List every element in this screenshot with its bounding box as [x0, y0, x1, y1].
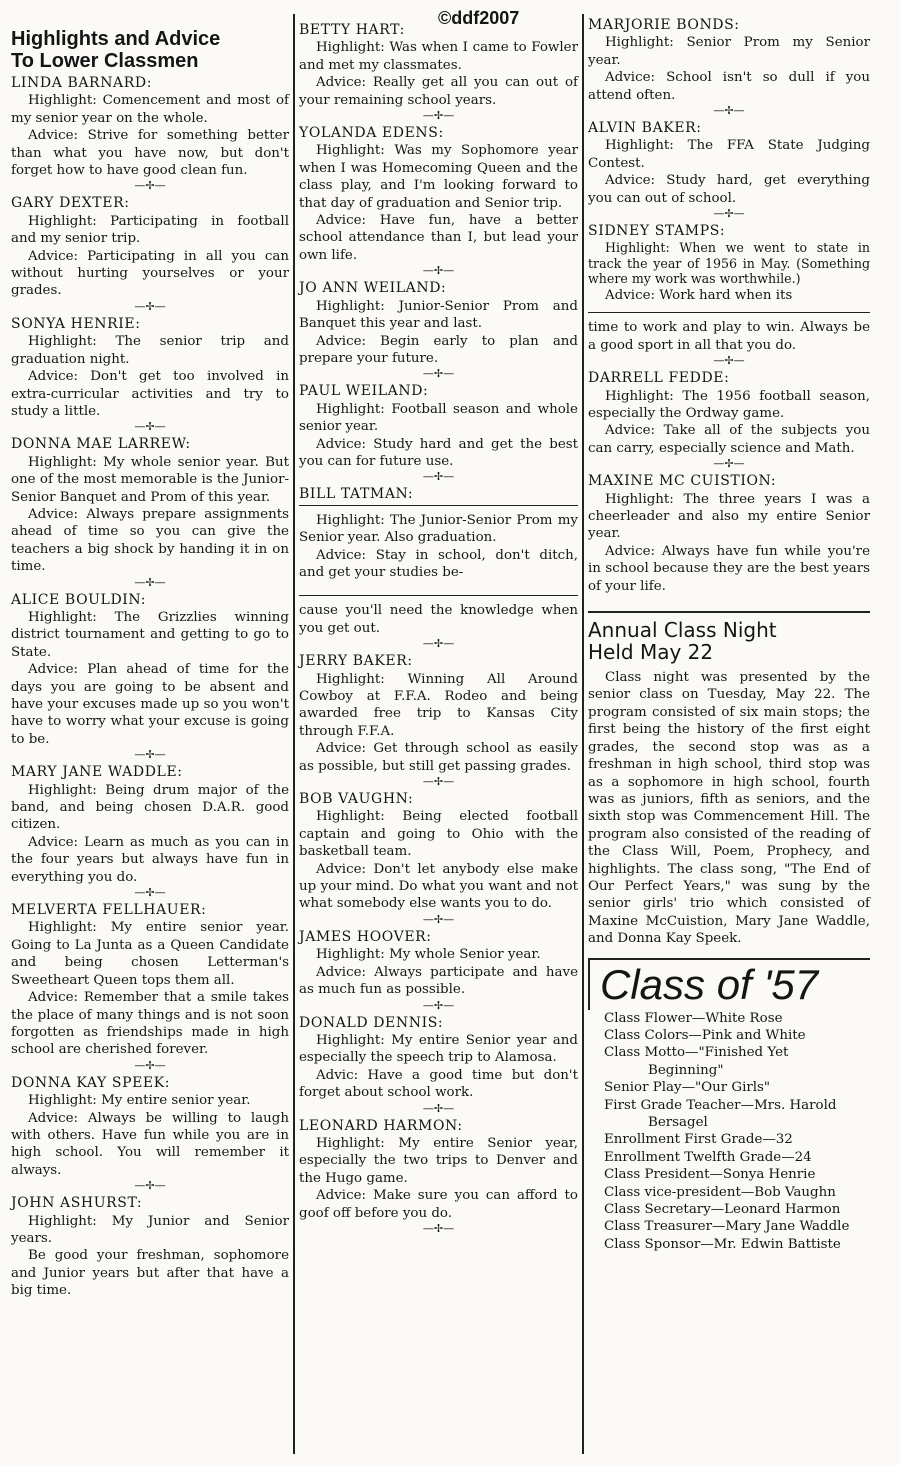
advice-text: Advice: Always be willing to laugh with others. Have fun while you are in high school. You will remember it always.: [11, 1110, 289, 1178]
highlight-text: Highlight: Being drum major of the band, and being chosen D.A.R. good citizen.: [11, 782, 289, 833]
student-name: DONNA MAE LARREW:: [11, 436, 191, 453]
headline-line-1: Highlights and Advice: [11, 28, 221, 50]
divider-ornament: —✢—: [422, 109, 455, 123]
advice-text: Advice: Learn as much as you can in the four years but always have fun in everything you do.: [11, 834, 289, 885]
highlight-text: Highlight: When we went to state in track the year of 1956 in May. (Something where my work was worthwhile.): [588, 240, 870, 287]
divider-ornament: —✢—: [422, 775, 455, 789]
highlight-text: Highlight: My whole Senior year.: [316, 947, 541, 963]
student-name: SONYA HENRIE:: [11, 315, 141, 332]
highlight-text: Highlight: Football season and whole senior year.: [299, 401, 578, 435]
highlight-text: Highlight: Being elected football captain and going to Ohio with the basketball team.: [299, 809, 578, 860]
column-rule-1: [293, 14, 295, 1454]
highlight-text: Highlight: My Junior and Senior years.: [11, 1213, 289, 1246]
student-name: MELVERTA FELLHAUER:: [11, 902, 207, 919]
article-headline-line-2: Held May 22: [588, 640, 714, 665]
class-flower: Class Flower—White Rose: [604, 1010, 783, 1026]
advice-text: Advice: Strive for something better than what you have now, but don't forget how to have good clean fun.: [11, 128, 289, 179]
class-sponsor: Class Sponsor—Mr. Edwin Battiste: [604, 1236, 841, 1252]
advice-text: Advice: Really get all you can out of your remaining school years.: [299, 75, 578, 108]
highlight-text: Highlight: My entire senior year. Going to La Junta as a Queen Candidate and being chosen Letterman's Sweetheart Queen tops them all.: [11, 920, 289, 988]
divider-ornament: —✢—: [422, 470, 455, 484]
advice-text: Advice: Get through school as easily as possible, but still get passing grades.: [299, 741, 578, 774]
highlight-text: Highlight: My entire senior year.: [28, 1093, 251, 1109]
highlight-text: Highlight: Was when I came to Fowler and met my classmates.: [299, 40, 578, 73]
divider-ornament: —✢—: [422, 1101, 455, 1115]
senior-play: Senior Play—"Our Girls": [604, 1080, 771, 1096]
copyright-watermark: ©ddf2007: [438, 8, 520, 28]
divider-ornament: —✢—: [134, 1179, 166, 1193]
student-name: LINDA BARNARD:: [11, 75, 153, 91]
column-middle: [299, 14, 578, 1235]
divider-ornament: —✢—: [422, 998, 455, 1012]
advice-text: Advice: Work hard when its: [605, 287, 793, 303]
student-name: JOHN ASHURST:: [11, 1195, 143, 1212]
divider-ornament: —✢—: [134, 575, 166, 589]
student-name: PAUL WEILAND:: [299, 383, 429, 400]
jump-rule: [299, 595, 578, 596]
student-name: DONALD DENNIS:: [299, 1014, 444, 1031]
advice-text: Advice: Don't get too involved in extra-curricular activities and try to study a little.: [11, 369, 289, 419]
enrollment-twelfth-grade: Enrollment Twelfth Grade—24: [604, 1149, 812, 1165]
highlight-text: Highlight: Winning All Around Cowboy at F.F.A. Rodeo and being awarded free trip to Kansas City through F.F.A.: [299, 671, 578, 739]
advice-text: Advice: Always have fun while you're in school because they are the best years of your life.: [588, 543, 870, 594]
divider-ornament: —✢—: [134, 299, 166, 313]
highlight-text: Highlight: My entire Senior year and especially the speech trip to Alamosa.: [299, 1032, 578, 1066]
advice-text: Advice: Begin early to plan and prepare your future.: [299, 333, 578, 366]
highlight-text: Highlight: The Grizzlies winning district tournament and getting to go to State.: [11, 609, 289, 660]
divider-ornament: —✢—: [134, 179, 166, 193]
student-name: BETTY HART:: [299, 22, 405, 38]
advice-text: Advice: Plan ahead of time for the days you are going to be absent and have your excuses made up so you won't have to worry what your excuse is going to be.: [11, 662, 289, 747]
enrollment-first-grade: Enrollment First Grade—32: [604, 1132, 793, 1148]
advice-text: Advice: Study hard, get everything you can out of school.: [588, 173, 870, 206]
highlight-text: Highlight: My entire Senior year, especially the two trips to Denver and the Hugo game.: [299, 1135, 578, 1186]
advice-text: Advice: School isn't so dull if you attend often.: [588, 70, 870, 103]
advice-text: Advice: Remember that a smile takes the place of many things and is not soon forgotten as friendships made in high school are cherished forever.: [11, 990, 289, 1058]
highlight-text: Highlight: The three years I was a cheerleader and also my entire Senior year.: [588, 491, 870, 542]
class-president: Class President—Sonya Henrie: [604, 1167, 816, 1183]
divider-ornament: —✢—: [422, 912, 455, 926]
student-name: JERRY BAKER:: [299, 653, 413, 670]
student-name: JO ANN WEILAND:: [299, 280, 447, 297]
advice-text: Advice: Make sure you can afford to goof off before you do.: [299, 1188, 578, 1221]
column-right: [588, 14, 870, 1253]
highlight-text: Highlight: Comencement and most of my senior year on the whole.: [11, 93, 289, 126]
class-motto-cont: Beginning": [648, 1062, 724, 1078]
student-name: GARY DEXTER:: [11, 195, 130, 212]
divider-ornament: —✢—: [134, 748, 166, 762]
class-of-57-title: Class of '57: [588, 958, 870, 1010]
highlight-text: Highlight: The senior trip and graduation night.: [11, 334, 289, 367]
highlight-text: Highlight: Participating in football and my senior trip.: [11, 213, 289, 247]
highlight-text: Highlight: My whole senior year. But one of the most memorable is the Junior-Senior Banquet and Prom of this year.: [11, 454, 289, 505]
divider-ornament: —✢—: [134, 420, 166, 434]
student-name: YOLANDA EDENS:: [299, 125, 444, 142]
highlight-text: Highlight: The Junior-Senior Prom my Senior year. Also graduation.: [299, 512, 578, 546]
jump-rule: [588, 312, 870, 313]
advice-text: Advice: Take all of the subjects you can carry, especially science and Math.: [588, 423, 870, 456]
highlight-text: Highlight: Senior Prom my Senior year.: [588, 35, 870, 68]
class-vice-president: Class vice-president—Bob Vaughn: [604, 1184, 836, 1200]
advice-text: Advice: Study hard and get the best you can for future use.: [299, 436, 578, 469]
divider-ornament: —✢—: [713, 207, 745, 221]
class-facts-list: [588, 1010, 870, 1254]
student-name: JAMES HOOVER:: [299, 928, 432, 945]
class-treasurer: Class Treasurer—Mary Jane Waddle: [604, 1219, 850, 1235]
advice-text: Advice: Stay in school, don't ditch, and get your studies be-: [299, 547, 578, 580]
highlight-text: Highlight: Was my Sophomore year when I was Homecoming Queen and the class play, and I'm looking forward to that day of graduation and Senior trip.: [299, 143, 578, 211]
class-colors: Class Colors—Pink and White: [604, 1027, 806, 1043]
divider-ornament: —✢—: [422, 1221, 455, 1235]
advice-continued-text: cause you'll need the knowledge when you get out.: [299, 603, 578, 636]
student-name: LEONARD HARMON:: [299, 1117, 463, 1134]
article-rule: [588, 611, 870, 613]
highlight-text: Highlight: The FFA State Judging Contest.: [588, 138, 870, 171]
student-name: MARY JANE WADDLE:: [11, 764, 183, 781]
class-secretary: Class Secretary—Leonard Harmon: [604, 1202, 841, 1218]
headline-line-2: To Lower Classmen: [11, 50, 199, 72]
column-rule-2: [582, 14, 584, 1454]
highlight-text: Highlight: The 1956 football season, especially the Ordway game.: [588, 388, 870, 421]
divider-ornament: —✢—: [422, 637, 455, 651]
advice-text: Advice: Always prepare assignments ahead of time so you can give the teachers a big shock by handing it in on time.: [11, 506, 289, 575]
divider-ornament: —✢—: [134, 886, 166, 900]
first-grade-teacher: First Grade Teacher—Mrs. Harold: [604, 1097, 837, 1113]
class-motto: Class Motto—"Finished Yet: [604, 1045, 789, 1061]
advice-continued-text: time to work and play to win. Always be a good sport in all that you do.: [588, 320, 870, 353]
student-name: BOB VAUGHN:: [299, 791, 414, 808]
student-name: SIDNEY STAMPS:: [588, 223, 726, 240]
student-name: ALICE BOULDIN:: [11, 591, 147, 608]
student-name: DONNA KAY SPEEK:: [11, 1074, 171, 1091]
student-name: ALVIN BAKER:: [588, 120, 702, 137]
student-name: MAXINE MC CUISTION:: [588, 473, 777, 490]
jump-rule: [299, 505, 578, 506]
advice-text: Be good your freshman, sophomore and Junior years but after that have a big time.: [11, 1248, 289, 1299]
divider-ornament: —✢—: [422, 264, 455, 278]
advice-text: Advice: Participating in all you can without hurting yourselves or your grades.: [11, 248, 289, 299]
student-name: MARJORIE BONDS:: [588, 17, 740, 33]
advice-text: Advice: Always participate and have as much fun as possible.: [299, 964, 578, 998]
divider-ornament: —✢—: [134, 1058, 166, 1072]
article-headline-line-1: Annual Class Night: [588, 618, 777, 643]
highlight-text: Highlight: Junior-Senior Prom and Banquet this year and last.: [299, 298, 578, 332]
divider-ornament: —✢—: [713, 104, 745, 118]
divider-ornament: —✢—: [422, 367, 455, 381]
divider-ornament: —✢—: [713, 457, 745, 471]
advice-text: Advice: Don't let anybody else make up your mind. Do what you want and not what somebody else wants you to do.: [299, 861, 578, 912]
article-body: Class night was presented by the senior class on Tuesday, May 22. The program consisted of six main stops; the first being the history of the first eight grades, the second stop was as a freshman in high school, third stop was as a sophomore in high school, fourth was as juniors, fifth as seniors, and the sixth stop was Commencement Hill. The program also consisted of the reading of the Class Will, Poem, Prophecy, and highlights. The class song, "The End of Our Perfect Years," was sung by the senior girls' trio which consisted of Maxine McCuistion, Mary Jane Waddle, and Donna Kay Speek.: [588, 670, 870, 947]
column-left: [11, 14, 289, 1300]
student-name: DARRELL FEDDE:: [588, 370, 730, 387]
student-name: BILL TATMAN:: [299, 486, 414, 503]
divider-ornament: —✢—: [713, 354, 745, 368]
advice-text: Advic: Have a good time but don't forget about school work.: [299, 1067, 578, 1101]
first-grade-teacher-cont: Bersagel: [648, 1115, 708, 1130]
advice-text: Advice: Have fun, have a better school attendance than I, but lead your own life.: [299, 213, 578, 263]
